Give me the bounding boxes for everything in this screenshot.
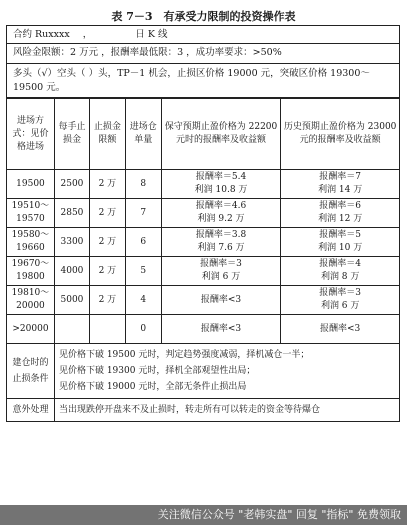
stop-condition-text — [54, 344, 399, 399]
rate-text: 报酬率＝3 — [200, 259, 242, 269]
history-cell — [281, 257, 400, 286]
profit-text: 利润 10.8 万 — [194, 185, 248, 195]
history-cell — [281, 199, 400, 228]
qty-cell: 0 — [125, 315, 161, 344]
qty-cell: 8 — [125, 170, 161, 199]
price-cell: 19670～19800 — [7, 257, 55, 286]
header-row — [7, 99, 400, 170]
rate-text: 报酬率<3 — [200, 294, 242, 305]
header-cell: 止损金限额 — [89, 99, 125, 170]
conservative-cell — [161, 286, 281, 315]
profit-text: 利润 6 万 — [201, 272, 241, 282]
accident-row — [7, 399, 400, 422]
price-cell: >20000 — [7, 315, 55, 344]
history-cell — [281, 228, 400, 257]
limit-cell: 2 万 — [89, 199, 125, 228]
table-row — [7, 228, 400, 257]
header-cell: 进场方式：见价格进场 — [7, 99, 55, 170]
conservative-cell — [161, 228, 281, 257]
limit-cell: 2 万 — [89, 228, 125, 257]
stop-condition-label: 建仓时的止损条件 — [7, 344, 55, 399]
loss-cell: 2500 — [54, 170, 89, 199]
limit-cell: 2 万 — [89, 170, 125, 199]
rate-text: 报酬率＝4 — [319, 259, 362, 269]
rate-text: 报酬率＝5 — [319, 230, 362, 240]
kline-label: 日 K 线 — [135, 29, 168, 40]
history-cell — [281, 315, 400, 344]
table-row — [7, 286, 400, 315]
profit-text: 利润 10 万 — [318, 243, 363, 253]
price-cell: 19500 — [7, 170, 55, 199]
header-cell: 每手止损金 — [54, 99, 89, 170]
header-cell: 进场仓单量 — [125, 99, 161, 170]
history-cell — [281, 170, 400, 199]
table-title: 表 7－3 有承受力限制的投资操作表 — [111, 10, 296, 23]
rate-text: 报酬率＝3 — [319, 288, 362, 298]
loss-cell — [54, 315, 89, 344]
qty-cell: 6 — [125, 228, 161, 257]
watermark-banner: 关注微信公众号 "老韩实盘" 回复 "指标" 免费领取 — [0, 505, 407, 525]
rate-text: 报酬率＝5.4 — [195, 172, 247, 182]
rate-text: 报酬率＝4.6 — [195, 201, 247, 211]
stop-line: 见价格下破 19000 元时，全部无条件止损出局 — [58, 382, 247, 392]
header-cell: 保守预期止盈价格为 22200 元时的报酬率及收益额 — [161, 99, 281, 170]
risk-row: 风险金限额：2 万元 ，报酬率最低限：3 ，成功率要求：>50% — [6, 44, 400, 64]
loss-cell: 4000 — [54, 257, 89, 286]
accident-label: 意外处理 — [7, 399, 55, 422]
profit-text: 利润 14 万 — [318, 185, 363, 195]
stop-line: 见价格下破 19500 元时，判定趋势强度减弱，择机减仓一半； — [58, 350, 310, 360]
conservative-cell — [161, 257, 281, 286]
price-cell: 19580～19660 — [7, 228, 55, 257]
table-row — [7, 199, 400, 228]
accident-text: 当出现跌停开盘来不及止损时，转走所有可以转走的资金等待爆仓 — [54, 399, 399, 422]
price-cell: 19810～20000 — [7, 286, 55, 315]
stop-condition-row — [7, 344, 400, 399]
loss-cell: 5000 — [54, 286, 89, 315]
contract-row — [6, 25, 400, 44]
table-row — [7, 257, 400, 286]
conservative-cell — [161, 170, 281, 199]
rate-text: 报酬率＝6 — [319, 201, 362, 211]
profit-text: 利润 8 万 — [320, 272, 360, 282]
rate-text: 报酬率＝3.8 — [195, 230, 247, 240]
limit-cell: 2 万 — [89, 257, 125, 286]
limit-cell — [89, 315, 125, 344]
loss-cell: 3300 — [54, 228, 89, 257]
table-row — [7, 170, 400, 199]
conservative-cell — [161, 315, 281, 344]
table-row — [7, 315, 400, 344]
operation-table — [6, 98, 400, 422]
conservative-cell — [161, 199, 281, 228]
rate-text: 报酬率<3 — [200, 323, 242, 334]
profit-text: 利润 9.2 万 — [197, 214, 245, 224]
contract-label: 合约 Ruxxxx — [13, 29, 70, 40]
profit-text: 利润 7.6 万 — [197, 243, 245, 253]
qty-cell: 4 — [125, 286, 161, 315]
qty-cell: 5 — [125, 257, 161, 286]
strategy-row: 多头（√）空头（ ）头，TP－1 机会，止损区价格 19000 元，突破区价格 19300～19500 元。 — [6, 64, 400, 98]
rate-text: 报酬率＝7 — [319, 172, 362, 182]
qty-cell: 7 — [125, 199, 161, 228]
contract-sep: ， — [82, 29, 93, 40]
stop-line: 见价格下破 19300 元时，择机全部观望性出局； — [58, 366, 256, 376]
loss-cell: 2850 — [54, 199, 89, 228]
rate-text: 报酬率<3 — [320, 323, 361, 334]
profit-text: 利润 6 万 — [320, 301, 360, 311]
header-cell: 历史预期止盈价格为 23000 元的报酬率及收益额 — [281, 99, 400, 170]
price-cell: 19510～19570 — [7, 199, 55, 228]
profit-text: 利润 12 万 — [318, 214, 363, 224]
limit-cell: 2 万 — [89, 286, 125, 315]
history-cell — [281, 286, 400, 315]
